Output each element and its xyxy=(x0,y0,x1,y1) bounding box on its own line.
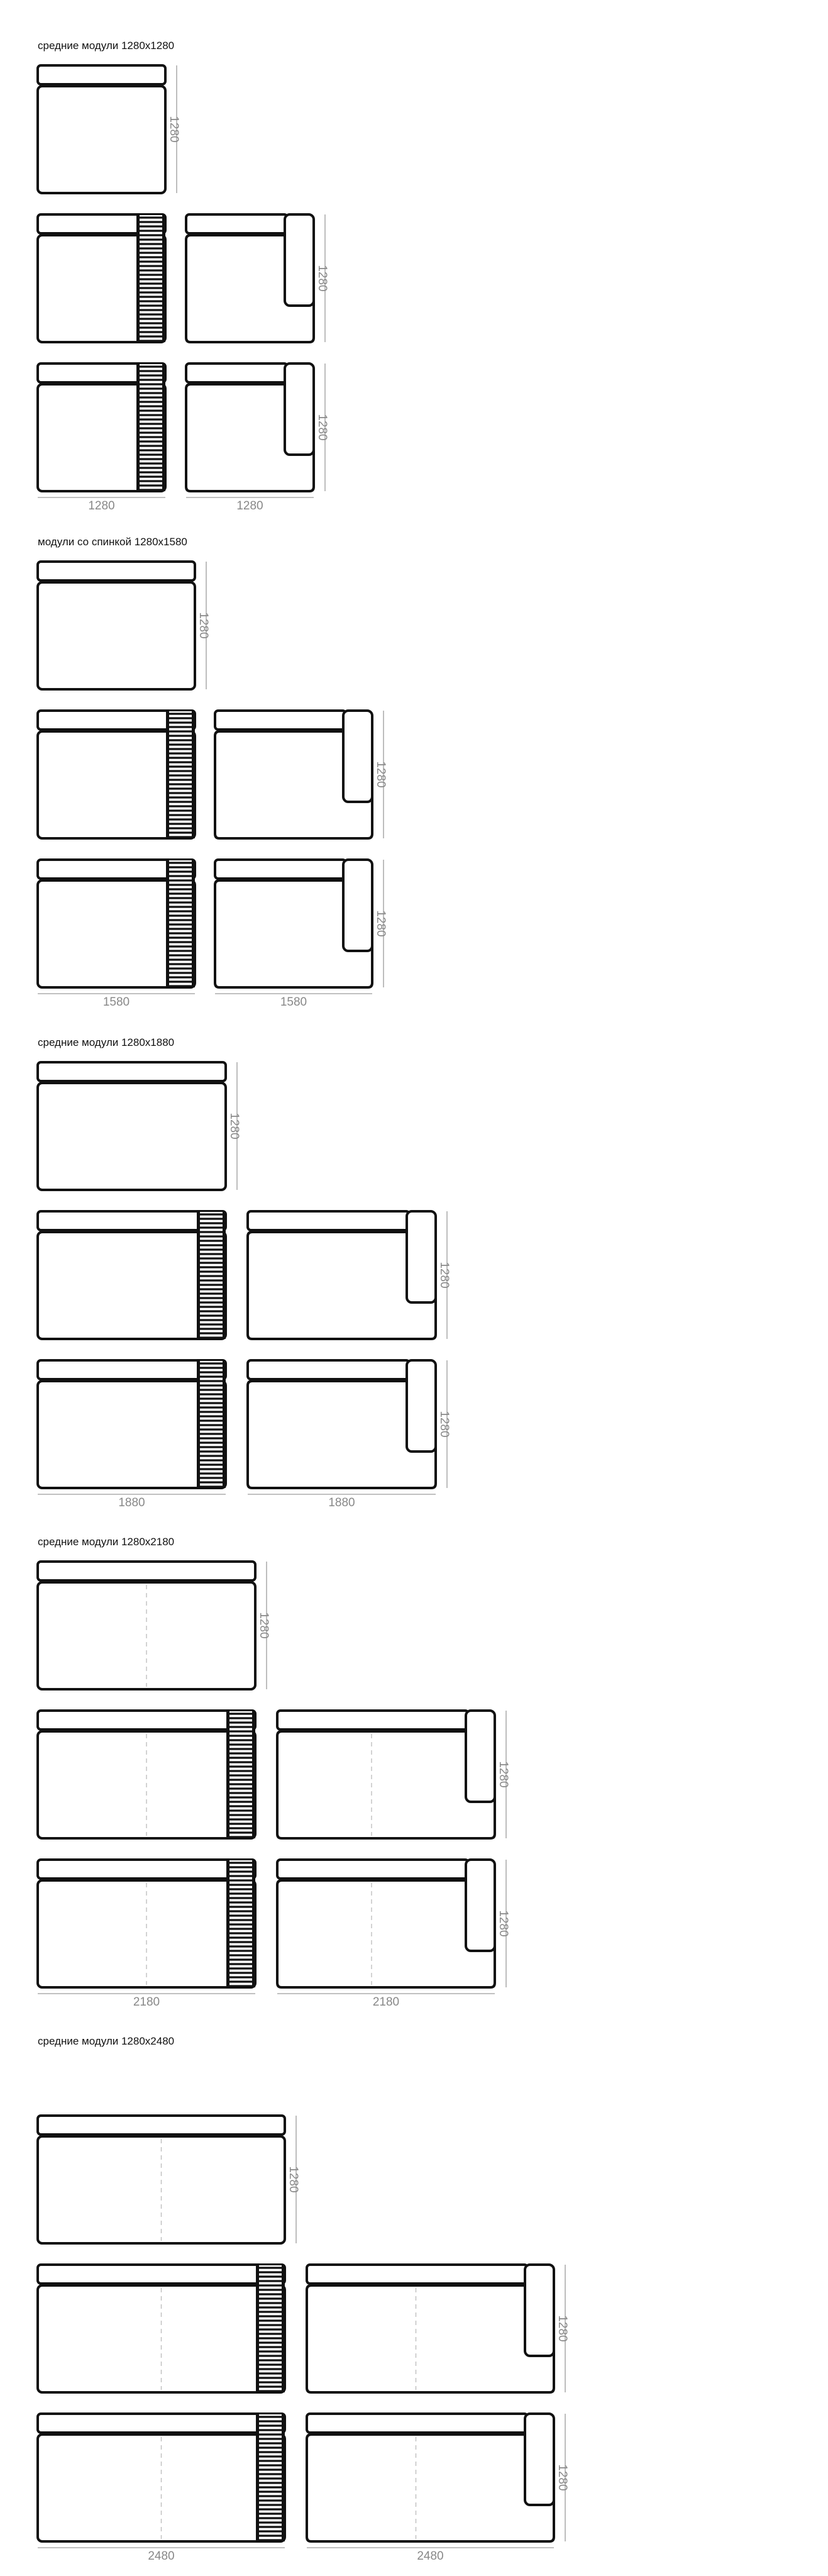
module-armrest xyxy=(277,1711,510,1838)
back-cushion xyxy=(277,1711,468,1729)
armrest xyxy=(407,1360,436,1452)
back-cushion xyxy=(307,2414,527,2433)
back-cushion xyxy=(38,1711,255,1729)
back-cushion xyxy=(38,65,165,84)
height-dimension-label: 1280 xyxy=(373,910,387,937)
back-cushion xyxy=(38,1860,255,1879)
module-slats xyxy=(38,2265,285,2392)
armrest xyxy=(407,1211,436,1302)
slatted-side-panel xyxy=(256,2414,285,2541)
width-dimension xyxy=(307,2548,554,2563)
module-armrest xyxy=(215,711,387,838)
slatted-side-panel xyxy=(166,711,195,838)
width-dimension xyxy=(215,994,372,1009)
module-slats xyxy=(38,2414,285,2541)
module-slats xyxy=(38,214,165,342)
width-dimension xyxy=(38,1494,226,1509)
module-seat xyxy=(277,1880,495,1987)
back-cushion xyxy=(215,860,346,879)
width-dimension-label: 1280 xyxy=(88,499,115,513)
back-cushion xyxy=(38,1562,255,1580)
height-dimension-label: 1280 xyxy=(227,1113,241,1140)
slatted-side-panel xyxy=(226,1711,255,1838)
back-cushion xyxy=(38,562,195,580)
module-seat xyxy=(277,1731,495,1838)
back-cushion xyxy=(215,711,346,730)
module-armrest xyxy=(248,1211,451,1339)
module-back xyxy=(38,65,180,193)
width-dimension-label: 1280 xyxy=(236,499,263,513)
armrest xyxy=(285,364,314,455)
back-cushion xyxy=(38,2265,285,2284)
width-dimension-label: 1880 xyxy=(328,1496,355,1509)
armrest xyxy=(466,1711,495,1802)
width-dimension xyxy=(38,497,165,513)
module-slats xyxy=(38,1860,255,1987)
module-armrest xyxy=(307,2414,569,2541)
width-dimension xyxy=(38,1994,255,2009)
back-cushion xyxy=(38,2116,285,2135)
slatted-side-panel xyxy=(166,860,195,987)
slatted-side-panel xyxy=(256,2265,285,2392)
module-slats xyxy=(38,860,195,987)
height-dimension-label: 1280 xyxy=(496,1910,510,1937)
armrest xyxy=(343,860,372,951)
module-seat xyxy=(38,86,165,193)
height-dimension-label: 1280 xyxy=(555,2464,569,2491)
back-cushion xyxy=(38,2414,285,2433)
module-seat xyxy=(307,2285,554,2392)
width-dimension-label: 2480 xyxy=(417,2550,444,2563)
armrest xyxy=(525,2414,554,2505)
module-back xyxy=(38,1562,270,1689)
armrest xyxy=(285,214,314,306)
slatted-side-panel xyxy=(197,1211,226,1339)
armrest xyxy=(343,711,372,802)
height-dimension-label: 1280 xyxy=(257,1612,270,1639)
slatted-side-panel xyxy=(136,364,165,491)
height-dimension-label: 1280 xyxy=(167,116,180,143)
back-cushion xyxy=(248,1211,409,1230)
module-back xyxy=(38,562,210,689)
module-seat xyxy=(38,582,195,689)
section-title: средние модули 1280х2480 xyxy=(38,2035,175,2047)
back-cushion xyxy=(277,1860,468,1879)
height-dimension-label: 1280 xyxy=(555,2315,569,2342)
module-back xyxy=(38,2116,300,2243)
width-dimension xyxy=(38,994,195,1009)
module-slats xyxy=(38,1360,226,1488)
width-dimension-label: 2480 xyxy=(148,2550,175,2563)
module-armrest xyxy=(215,860,387,987)
back-cushion xyxy=(38,1062,226,1081)
module-slats xyxy=(38,364,165,491)
height-dimension-label: 1280 xyxy=(315,414,329,441)
module-slats xyxy=(38,1211,226,1339)
module-slats xyxy=(38,711,195,838)
section-title: средние модули 1280х1880 xyxy=(38,1036,175,1048)
section-title: средние модули 1280х1280 xyxy=(38,40,175,52)
back-cushion xyxy=(248,1360,409,1379)
height-dimension-label: 1280 xyxy=(373,761,387,788)
module-armrest xyxy=(307,2265,569,2392)
width-dimension xyxy=(248,1494,436,1509)
back-cushion xyxy=(307,2265,527,2284)
module-slats xyxy=(38,1711,255,1838)
module-seat xyxy=(307,2434,554,2541)
module-armrest xyxy=(186,214,329,342)
width-dimension-label: 2180 xyxy=(133,1996,160,2009)
height-dimension-label: 1280 xyxy=(286,2166,300,2193)
armrest xyxy=(466,1860,495,1951)
module-back xyxy=(38,1062,241,1190)
section-title: средние модули 1280х2180 xyxy=(38,1536,175,1548)
width-dimension-label: 2180 xyxy=(372,1996,400,2009)
back-cushion xyxy=(186,364,287,382)
width-dimension xyxy=(38,2548,285,2563)
module-armrest xyxy=(186,364,329,491)
width-dimension-label: 1580 xyxy=(280,996,307,1009)
height-dimension-label: 1280 xyxy=(315,265,329,292)
module-armrest xyxy=(248,1360,451,1488)
height-dimension-label: 1280 xyxy=(437,1411,451,1438)
height-dimension-label: 1280 xyxy=(437,1262,451,1289)
section-title: модули со спинкой 1280х1580 xyxy=(38,536,187,548)
width-dimension-label: 1880 xyxy=(118,1496,145,1509)
back-cushion xyxy=(186,214,287,233)
armrest xyxy=(525,2265,554,2356)
width-dimension-label: 1580 xyxy=(102,996,130,1009)
slatted-side-panel xyxy=(197,1360,226,1488)
module-armrest xyxy=(277,1860,510,1987)
width-dimension xyxy=(186,497,314,513)
slatted-side-panel xyxy=(136,214,165,342)
height-dimension-label: 1280 xyxy=(196,612,210,639)
slatted-side-panel xyxy=(226,1860,255,1987)
width-dimension xyxy=(277,1994,495,2009)
module-seat xyxy=(38,1083,226,1190)
height-dimension-label: 1280 xyxy=(496,1761,510,1788)
